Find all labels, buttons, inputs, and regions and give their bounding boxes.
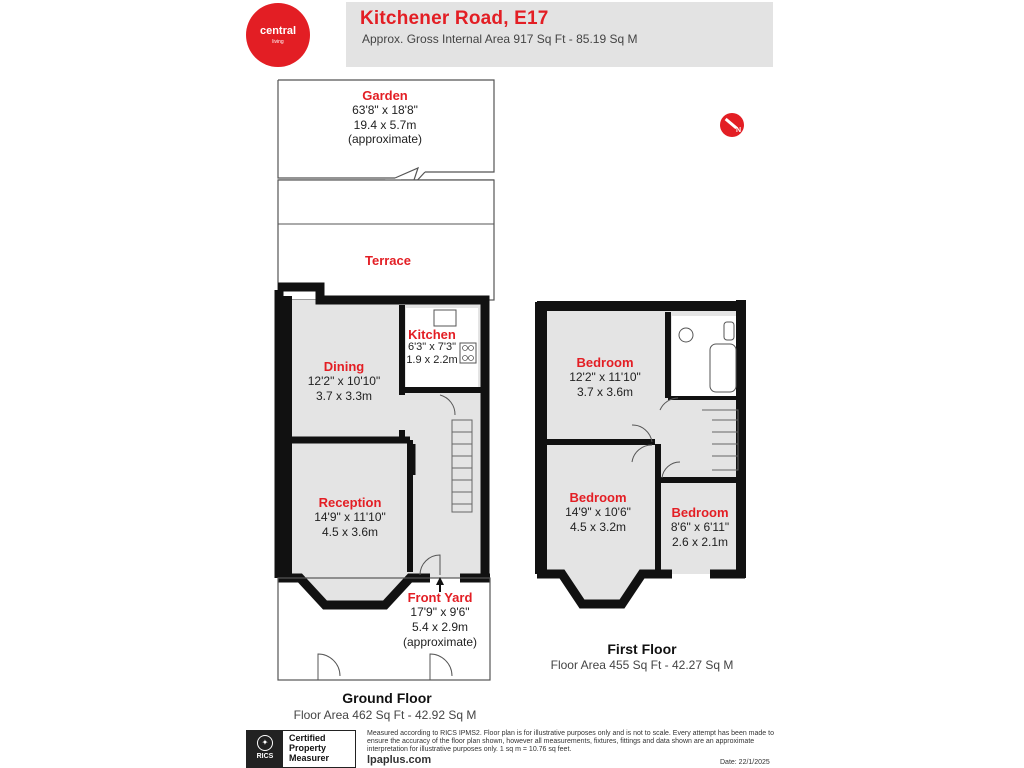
- rics-certification: [289, 733, 329, 763]
- logo-text: central: [259, 25, 297, 37]
- plan-date: Date: 22/1/2025: [720, 759, 770, 766]
- logo-subtext: living: [272, 39, 284, 45]
- gross-area: Approx. Gross Internal Area 917 Sq Ft - 85.19 Sq M: [362, 32, 638, 46]
- rics-line2: Property: [289, 743, 327, 753]
- rics-word: RICS: [256, 753, 274, 760]
- rics-badge: [246, 730, 356, 768]
- rics-crest-icon: ✦: [257, 735, 273, 751]
- bedroom1-imperial: 12'2" x 11'10": [569, 370, 641, 384]
- reception-label: Reception: [318, 495, 382, 510]
- terrace-label: Terrace: [364, 253, 411, 268]
- rics-line1: Certified: [289, 733, 326, 743]
- first-floor-area: Floor Area 455 Sq Ft - 42.27 Sq M: [550, 658, 734, 672]
- front-yard-imperial: 17'9" x 9'6": [410, 605, 470, 619]
- bedroom3-metric: 2.6 x 2.1m: [671, 535, 729, 549]
- bedroom3-label: Bedroom: [671, 505, 729, 520]
- disclaimer-text: Measured according to RICS IPMS2. Floor plan is for illustrative purposes only and is not to scale. Every attempt has been made to ensure the accuracy of the floor plan shown, however all measurements, fixtures, fittings and data shown are an approximate interpretation for illustrative purposes only. 1 sq m = 10.76 sq feet.: [367, 730, 774, 753]
- garden-note: (approximate): [347, 132, 423, 146]
- dining-imperial: 12'2" x 10'10": [307, 374, 381, 388]
- compass-label: N: [736, 127, 742, 134]
- dining-label: Dining: [323, 359, 365, 374]
- bedroom3-imperial: 8'6" x 6'11": [670, 520, 730, 534]
- bedroom2-imperial: 14'9" x 10'6": [565, 505, 631, 519]
- garden-metric: 19.4 x 5.7m: [353, 118, 417, 132]
- first-floor-title: First Floor: [607, 641, 677, 657]
- garden-imperial: 63'8" x 18'8": [352, 103, 418, 117]
- property-title: Kitchener Road, E17: [360, 8, 549, 29]
- first-floor-plan: [537, 300, 745, 604]
- front-yard-note: (approximate): [402, 635, 478, 649]
- kitchen-label: Kitchen: [408, 327, 456, 342]
- dining-metric: 3.7 x 3.3m: [315, 389, 373, 403]
- bedroom1-label: Bedroom: [576, 355, 634, 370]
- terrace-area: [278, 180, 494, 300]
- kitchen-imperial: 6'3" x 7'3": [407, 341, 457, 353]
- bedroom2-label: Bedroom: [569, 490, 627, 505]
- garden-label: Garden: [362, 88, 408, 103]
- bedroom1-metric: 3.7 x 3.6m: [576, 385, 634, 399]
- kitchen-metric: 1.9 x 2.2m: [406, 354, 458, 366]
- bedroom2-metric: 4.5 x 3.2m: [569, 520, 627, 534]
- reception-metric: 4.5 x 3.6m: [321, 525, 379, 539]
- reception-imperial: 14'9" x 11'10": [314, 510, 386, 524]
- ground-floor-area: Floor Area 462 Sq Ft - 42.92 Sq M: [293, 708, 477, 722]
- rics-line3: Measurer: [289, 753, 330, 763]
- website-link[interactable]: lpaplus.com: [367, 754, 432, 766]
- ground-floor-title: Ground Floor: [342, 690, 432, 706]
- front-yard-label: Front Yard: [407, 590, 473, 605]
- front-yard-metric: 5.4 x 2.9m: [411, 620, 469, 634]
- rics-emblem-panel: [247, 731, 283, 767]
